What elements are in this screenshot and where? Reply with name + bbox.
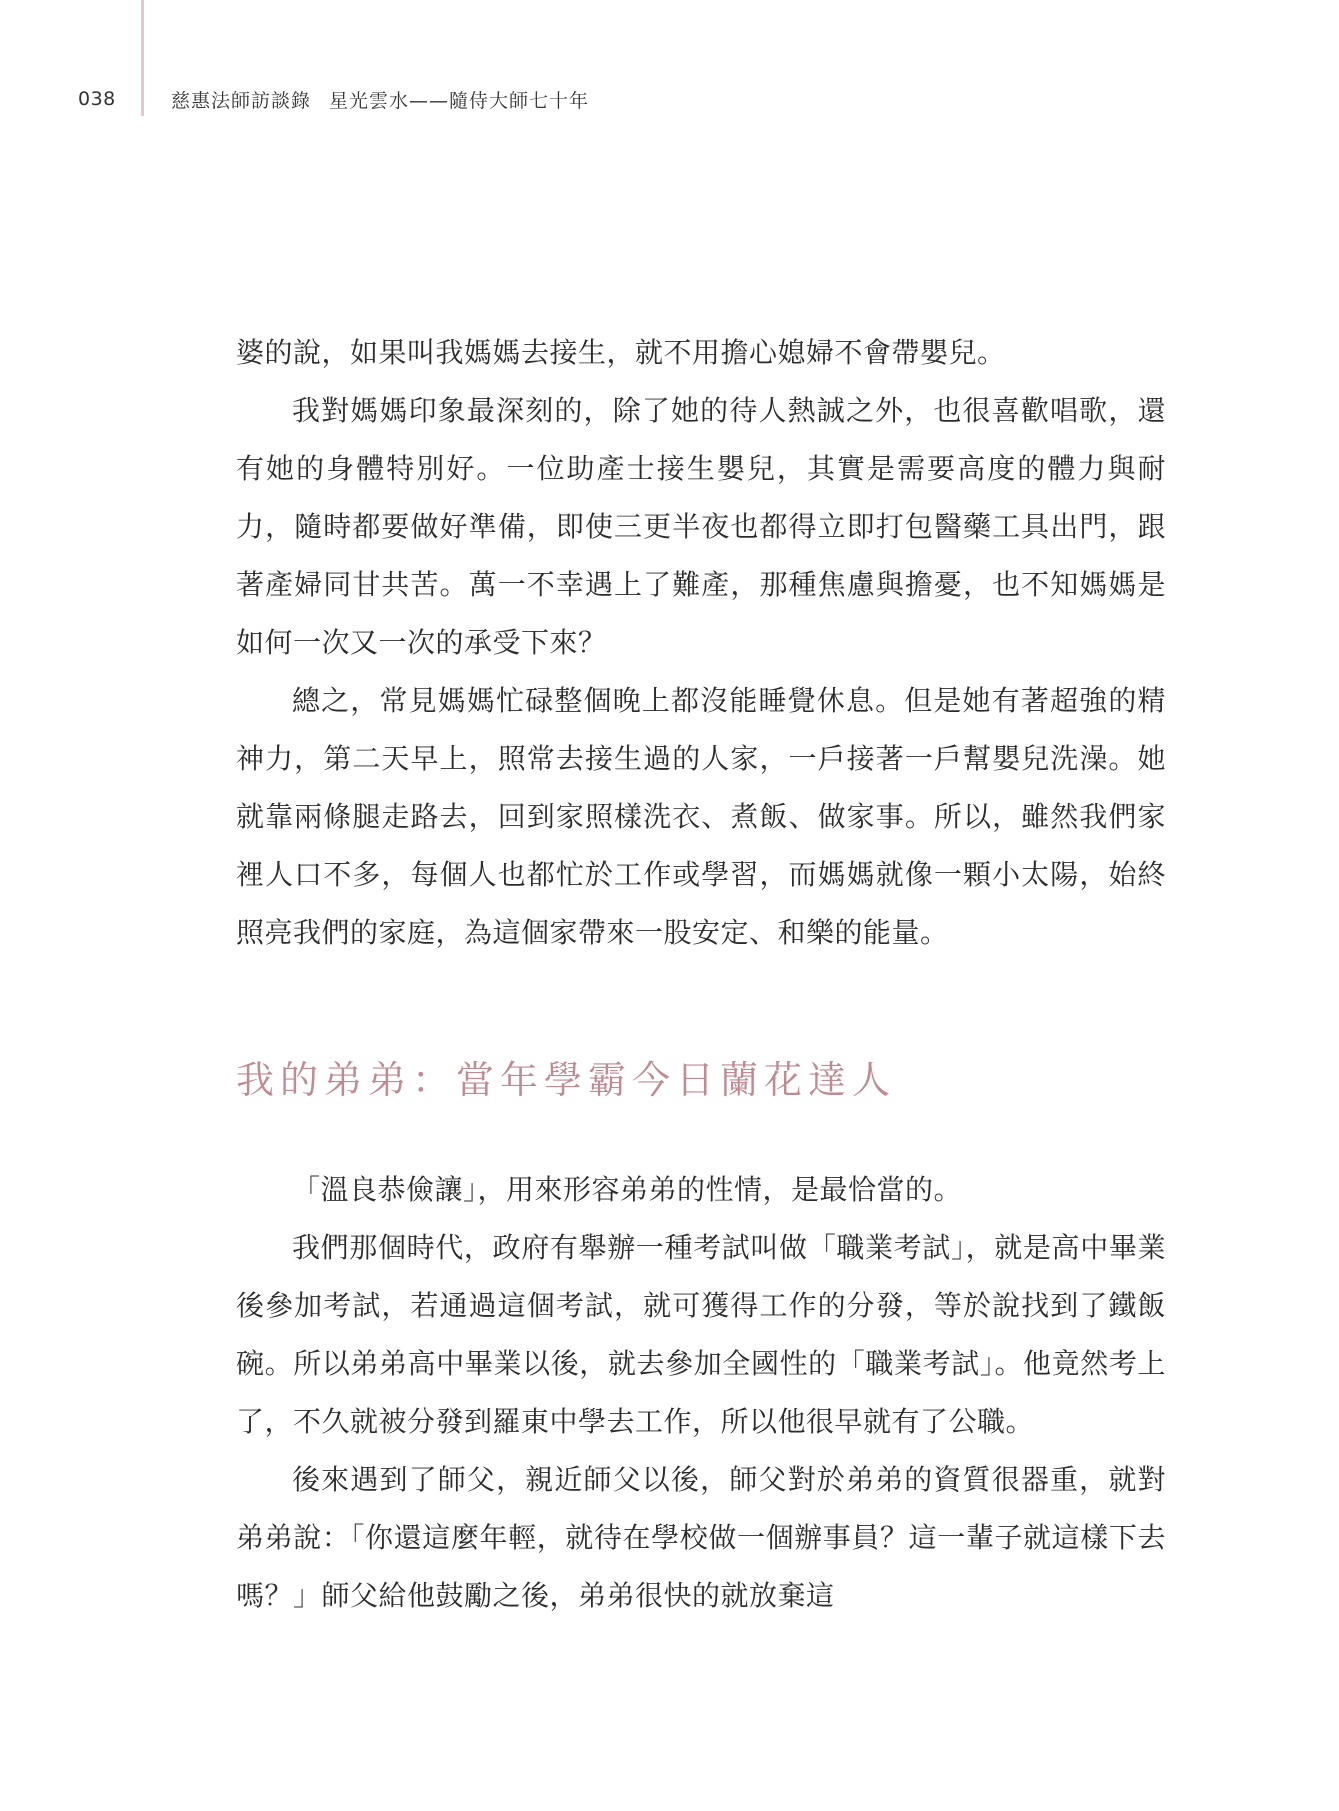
section-heading: 我的弟弟：當年學霸今日蘭花達人 bbox=[236, 1058, 897, 1102]
book-subtitle: 星光雲水——隨侍大師七十年 bbox=[329, 89, 590, 112]
body-text-block-one bbox=[236, 324, 1166, 962]
paragraph: 我對媽媽印象最深刻的，除了她的待人熱誠之外，也很喜歡唱歌，還有她的身體特別好。一位助產士接生嬰兒，其實是需要高度的體力與耐力，隨時都要做好準備，即使三更半夜也都得立即打包醫藥工具出門，跟著產婦同甘共苦。萬一不幸遇上了難產，那種焦慮與擔憂，也不知媽媽是如何一次又一次的承受下來？ bbox=[236, 394, 1166, 659]
body-text-block-two bbox=[236, 1161, 1166, 1625]
paragraph: 婆的說，如果叫我媽媽去接生，就不用擔心媳婦不會帶嬰兒。 bbox=[236, 336, 1006, 369]
book-title: 慈惠法師訪談錄 bbox=[171, 89, 312, 112]
paragraph: 後來遇到了師父，親近師父以後，師父對於弟弟的資質很器重，就對弟弟說：「你還這麼年輕，就待在學校做一個辦事員？這一輩子就這樣下去嗎？」師父給他鼓勵之後，弟弟很快的就放棄這 bbox=[236, 1463, 1166, 1612]
running-header bbox=[78, 84, 589, 114]
page-number: 038 bbox=[78, 88, 116, 110]
paragraph: 總之，常見媽媽忙碌整個晚上都沒能睡覺休息。但是她有著超強的精神力，第二天早上，照常去接生過的人家，一戶接著一戶幫嬰兒洗澡。她就靠兩條腿走路去，回到家照樣洗衣、煮飯、做家事。所以，雖然我們家裡人口不多，每個人也都忙於工作或學習，而媽媽就像一顆小太陽，始終照亮我們的家庭，為這個家帶來一股安定、和樂的能量。 bbox=[236, 684, 1166, 949]
paragraph: 「溫良恭儉讓」，用來形容弟弟的性情，是最恰當的。 bbox=[292, 1173, 963, 1206]
paragraph: 我們那個時代，政府有舉辦一種考試叫做「職業考試」，就是高中畢業後參加考試，若通過這個考試，就可獲得工作的分發，等於說找到了鐵飯碗。所以弟弟高中畢業以後，就去參加全國性的「職業考試」。他竟然考上了，不久就被分發到羅東中學去工作，所以他很早就有了公職。 bbox=[236, 1231, 1166, 1438]
